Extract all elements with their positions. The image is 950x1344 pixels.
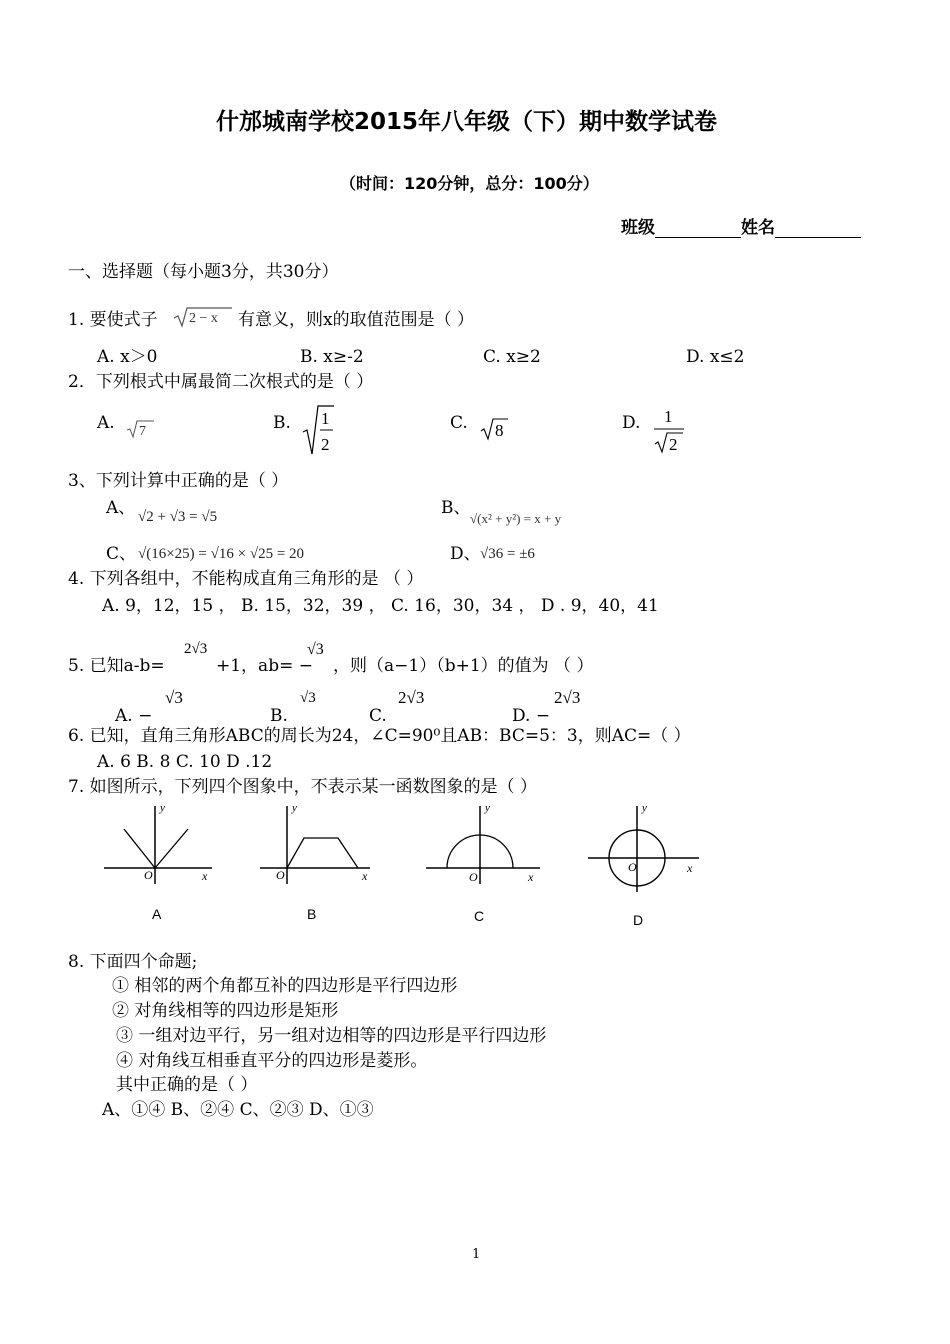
q1-stem-start: 1. 要使式子: [68, 310, 158, 330]
page-number: 1: [472, 1247, 481, 1262]
q5-radical-2: √3: [307, 641, 324, 658]
q1-radical: [172, 304, 234, 330]
q1-option-c: C. x≥2: [483, 347, 541, 367]
q5-option-d-value: 2√3: [554, 688, 581, 707]
svg-text:O: O: [469, 870, 478, 884]
q4-options: A. 9，12，15 ， B. 15，32，39 ， C. 16，30，34 ， D . 9，40，41: [102, 596, 659, 616]
svg-text:O: O: [276, 868, 285, 882]
q1-option-d: D. x≤2: [686, 347, 745, 367]
q7-graph-d-label: D: [633, 912, 644, 928]
q8-item-1: ① 相邻的两个角都互补的四边形是平行四边形: [112, 976, 458, 996]
q5-option-c-value: 2√3: [398, 688, 425, 707]
q7-stem: 7. 如图所示，下列四个图象中，不表示某一函数图象的是（ ）: [68, 777, 538, 797]
q5-stem-middle: +1，ab= −: [216, 656, 313, 676]
q3-option-b-expr: √(x² + y²) = x + y: [470, 511, 562, 526]
name-label: 姓名: [741, 218, 775, 238]
q8-stem: 8. 下面四个命题;: [68, 952, 198, 972]
q7-graph-c-label: C: [474, 908, 485, 924]
q5-option-a-label: A. −: [115, 706, 153, 726]
q8-options: A、①④ B、②④ C、②③ D、①③: [102, 1100, 374, 1120]
q5-option-c-label: C.: [369, 706, 387, 726]
q5-stem-start: 5. 已知a-b=: [68, 656, 165, 676]
q2-option-a-expr: [126, 418, 156, 440]
name-blank: [775, 223, 861, 238]
q2-option-a-label: A.: [97, 413, 115, 433]
q5-stem-end: ，则（a−1）（b+1）的值为 （ ）: [333, 656, 594, 676]
q5-radical-1: 2√3: [184, 641, 208, 657]
q3-option-c-label: C、: [106, 544, 137, 564]
svg-text:O: O: [144, 868, 153, 882]
class-label: 班级: [621, 218, 655, 238]
q7-graph-a-label: A: [152, 906, 162, 922]
q2-option-d-label: D.: [622, 413, 641, 433]
q8-ask: 其中正确的是（ ）: [116, 1075, 258, 1095]
svg-text:7: 7: [139, 424, 146, 439]
q1-radicand: 2 − x: [189, 311, 218, 326]
q5-option-a-value: √3: [165, 688, 183, 707]
q7-graph-b-label: B: [307, 906, 317, 922]
student-info: [621, 218, 861, 238]
svg-text:1: 1: [321, 409, 330, 428]
q6-stem: 6. 已知，直角三角形ABC的周长为24，∠C=90⁰且AB：BC=5：3，则AC=（ ）: [68, 726, 691, 746]
q3-option-d-label: D、: [450, 544, 481, 564]
svg-text:x: x: [362, 869, 368, 883]
q5-option-b-label: B.: [270, 706, 288, 726]
q2-option-d-expr: [652, 404, 686, 456]
q5-option-d-label: D. −: [512, 706, 551, 726]
q1-stem-end: 有意义，则x的取值范围是（ ）: [238, 310, 474, 330]
svg-text:y: y: [642, 802, 647, 814]
q2-option-b-expr: [302, 402, 336, 458]
q3-stem: 3、下列计算中正确的是（ ）: [68, 471, 289, 491]
q6-options: A. 6 B. 8 C. 10 D .12: [97, 752, 273, 772]
svg-text:8: 8: [495, 421, 504, 440]
q7-graph-c: [422, 800, 546, 890]
q3-option-c-expr: √(16×25) = √16 × √25 = 20: [138, 546, 305, 562]
svg-text:y: y: [292, 802, 297, 814]
q3-option-d-expr: √36 = ±6: [480, 546, 535, 562]
q8-item-4: ④ 对角线互相垂直平分的四边形是菱形。: [116, 1051, 428, 1071]
page-title: 什邡城南学校2015年八年级（下）期中数学试卷: [216, 109, 718, 135]
q8-item-3: ③ 一组对边平行，另一组对边相等的四边形是平行四边形: [116, 1026, 547, 1046]
q7-graph-d: [585, 800, 705, 896]
section-heading: 一、选择题（每小题3分，共30分）: [68, 262, 339, 282]
svg-text:1: 1: [664, 407, 673, 426]
q8-item-2: ② 对角线相等的四边形是矩形: [112, 1001, 339, 1021]
q3-option-a-expr: √2 + √3 = √5: [138, 509, 218, 525]
q1-option-a: A. x＞0: [97, 347, 158, 367]
svg-text:y: y: [160, 802, 165, 814]
q5-option-b-value: √3: [300, 690, 316, 706]
svg-text:x: x: [202, 869, 208, 883]
svg-text:2: 2: [669, 435, 678, 454]
svg-text:O: O: [628, 860, 637, 874]
q7-graph-b: [256, 800, 376, 890]
q3-option-b-label: B、: [441, 498, 471, 518]
q3-option-a-label: A、: [106, 498, 136, 518]
class-blank: [655, 223, 741, 238]
svg-text:x: x: [528, 870, 534, 884]
q2-option-b-label: B.: [273, 413, 291, 433]
q7-graph-a: [100, 800, 220, 890]
q2-stem: 2．下列根式中属最简二次根式的是（ ）: [68, 372, 374, 392]
q4-stem: 4. 下列各组中，不能构成直角三角形的是 （ ）: [68, 569, 424, 589]
svg-text:y: y: [485, 802, 490, 814]
exam-info: （时间：120分钟，总分：100分）: [340, 174, 599, 193]
q1-option-b: B. x≥-2: [300, 347, 364, 367]
svg-text:2: 2: [321, 435, 330, 454]
svg-text:x: x: [687, 861, 693, 875]
q2-option-c-label: C.: [450, 413, 468, 433]
q2-option-c-expr: [480, 416, 510, 442]
